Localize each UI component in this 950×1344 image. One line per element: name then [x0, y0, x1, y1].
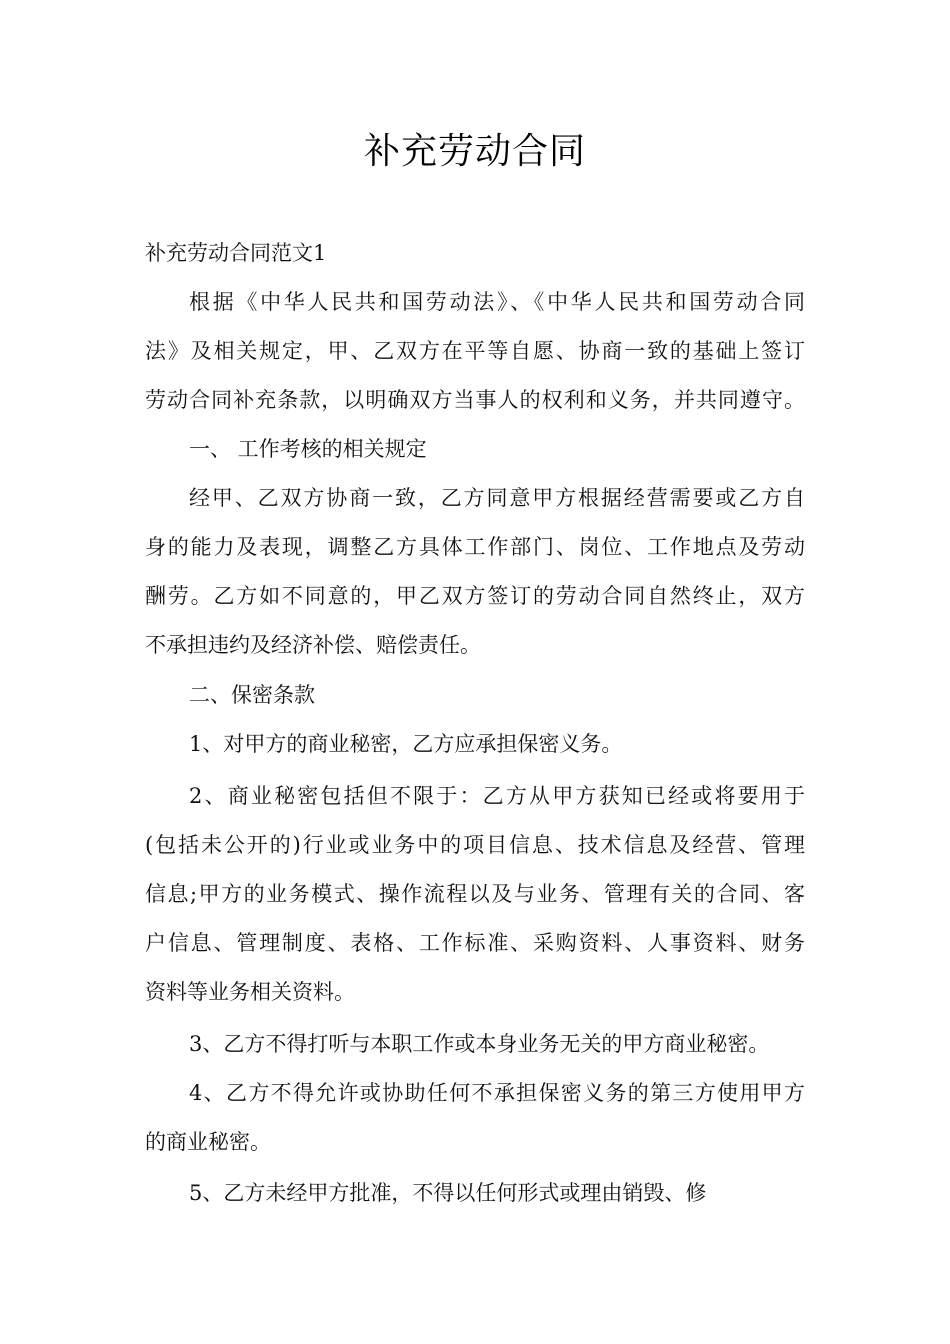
section-heading: 一、 工作考核的相关规定: [189, 437, 427, 461]
body-line: 酬劳。乙方如不同意的，甲乙双方签订的劳动合同自然终止，双方: [145, 584, 805, 608]
document-title: 补充劳动合同: [363, 131, 586, 172]
body-line: 1、对甲方的商业秘密，乙方应承担保密义务。: [189, 732, 623, 756]
body-line: 3、乙方不得打听与本职工作或本身业务无关的甲方商业秘密。: [189, 1032, 770, 1056]
body-line: 2、商业秘密包括但不限于：乙方从甲方获知已经或将要用于: [189, 784, 805, 808]
body-line: 根据《中华人民共和国劳动法》、《中华人民共和国劳动合同: [189, 290, 805, 314]
body-line: 不承担违约及经济补偿、赔偿责任。: [145, 633, 481, 657]
body-line: 的商业秘密。: [145, 1130, 271, 1154]
body-line: 4、乙方不得允许或协助任何不承担保密义务的第三方使用甲方: [189, 1081, 805, 1105]
body-line: 经甲、乙双方协商一致，乙方同意甲方根据经营需要或乙方自: [189, 486, 805, 510]
body-line: 信息;甲方的业务模式、操作流程以及与业务、管理有关的合同、客: [145, 882, 805, 906]
section-heading: 二、保密条款: [189, 683, 315, 707]
body-line: 5、乙方未经甲方批准，不得以任何形式或理由销毁、修: [189, 1181, 707, 1205]
body-line: 户信息、管理制度、表格、工作标准、采购资料、人事资料、财务: [145, 931, 805, 955]
body-line: (包括未公开的)行业或业务中的项目信息、技术信息及经营、管理: [145, 833, 805, 857]
subtitle-line: 补充劳动合同范文1: [145, 241, 327, 265]
body-line: 法》及相关规定，甲、乙双方在平等自愿、协商一致的基础上签订: [145, 339, 805, 363]
body-line: 劳动合同补充条款，以明确双方当事人的权利和义务，并共同遵守。: [145, 388, 805, 412]
body-line: 身的能力及表现，调整乙方具体工作部门、岗位、工作地点及劳动: [145, 535, 805, 559]
body-line: 资料等业务相关资料。: [145, 980, 355, 1004]
